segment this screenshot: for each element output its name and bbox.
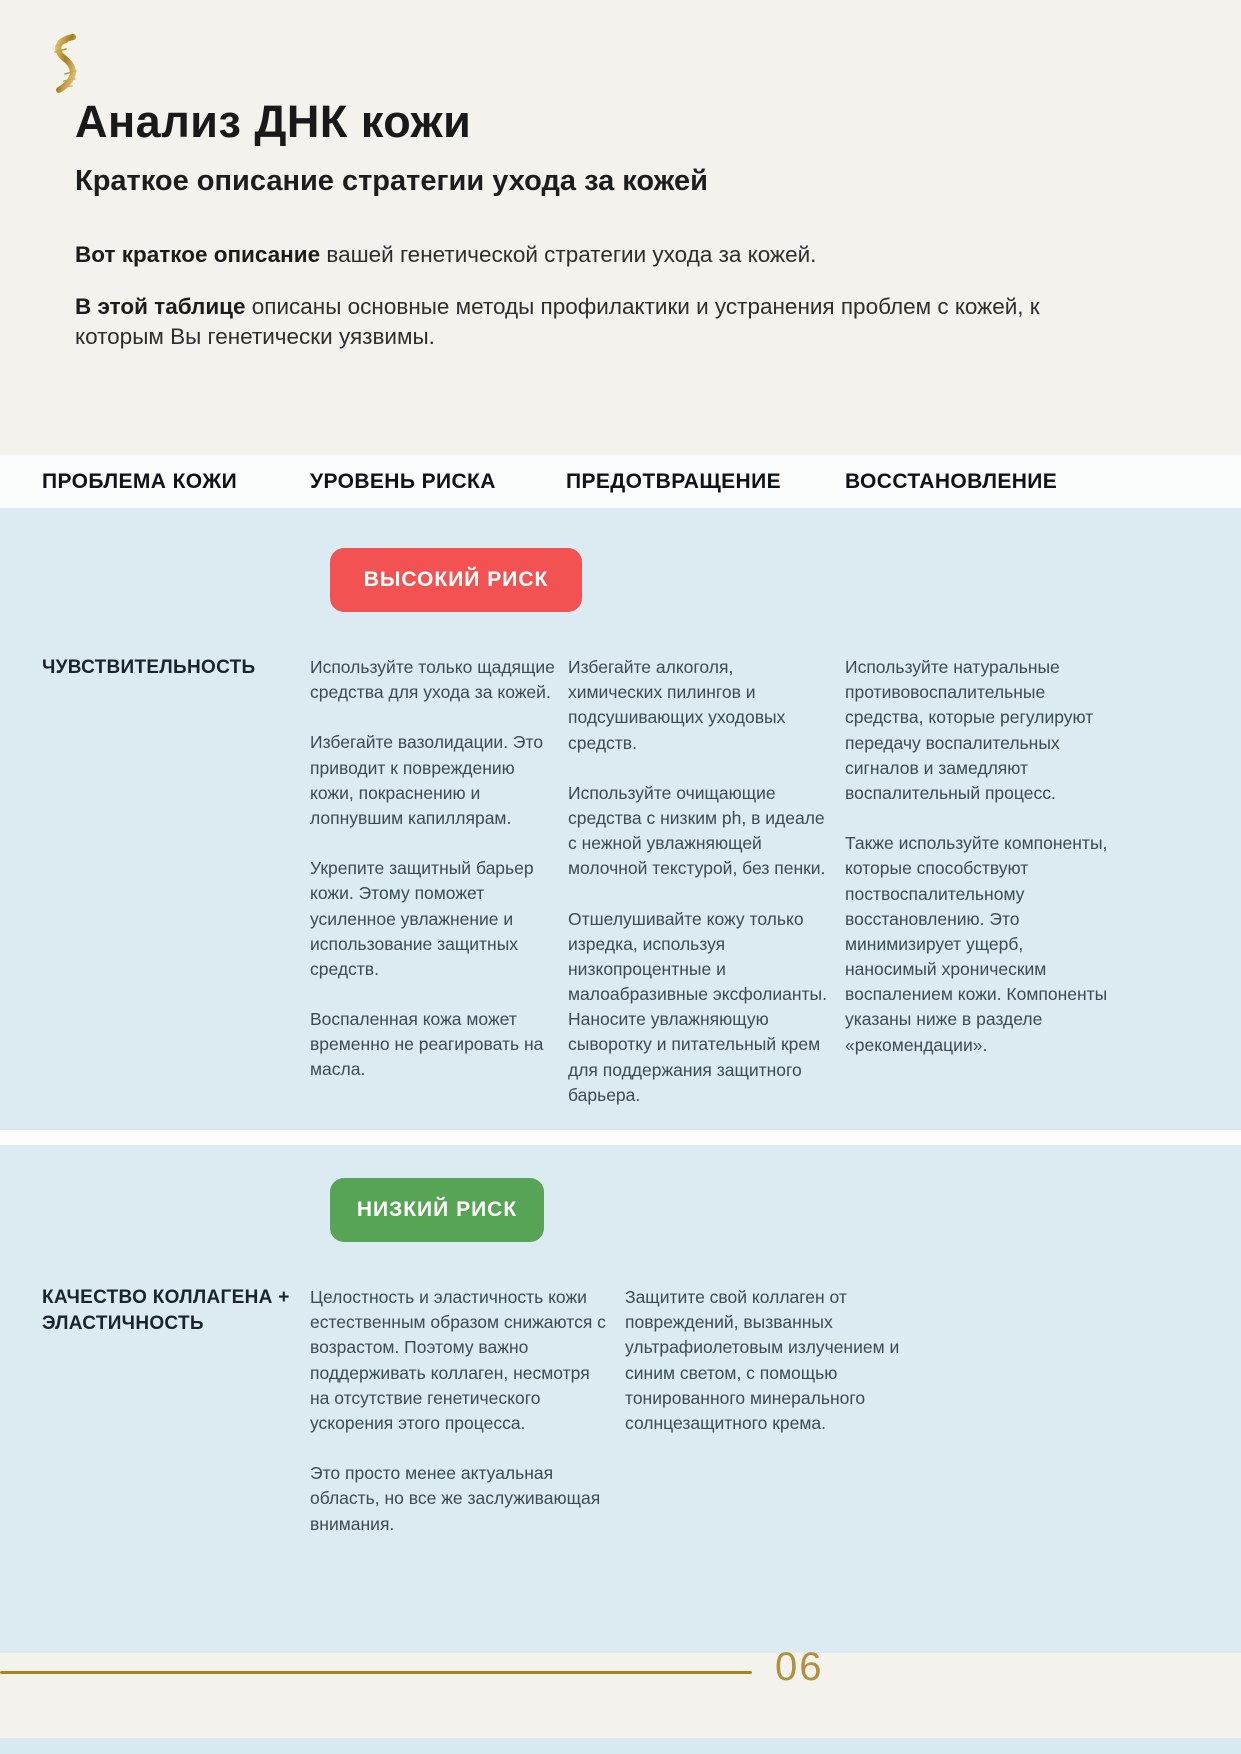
risk-section-low: [0, 1145, 1241, 1653]
bottom-blue-strip: [0, 1738, 1241, 1754]
table-paragraph: Воспаленная кожа может временно не реагировать на масла.: [310, 1009, 544, 1080]
table-paragraph: Отшелушивайте кожу только изредка, используя низкопроцентные и малоабразивные эксфолианты. Наносите увлажняющую сыворотку и питательный крем для поддержания защитного барьера.: [568, 908, 827, 1105]
page-title: Анализ ДНК кожи: [75, 96, 472, 147]
intro-2-lead: В этой таблице: [75, 294, 246, 319]
table-paragraph: Используйте очищающие средства с низким ph, в идеале с нежной увлажняющей молочной текстурой, без пенки.: [568, 782, 826, 879]
table-header-row: [0, 455, 1241, 508]
table-paragraph: Избегайте алкоголя, химических пилингов и подсушивающих уходовых средств.: [568, 657, 786, 753]
table-paragraph: Целостность и эластичность кожи естественным образом снижаются с возрастом. Поэтому важно поддерживать коллаген, несмотря на отсутствие генетического ускорения этого процесса.: [310, 1287, 606, 1433]
high-risk-badge: ВЫСОКИЙ РИСК: [330, 548, 582, 612]
low-risk-badge: НИЗКИЙ РИСК: [330, 1178, 544, 1242]
prevention-text-column: [568, 655, 828, 1108]
table-paragraph: Это просто менее актуальная область, но все же заслуживающая внимания.: [310, 1463, 601, 1534]
column-header-skin-problem: ПРОБЛЕМА КОЖИ: [42, 469, 238, 493]
column-header-risk-level: УРОВЕНЬ РИСКА: [310, 469, 496, 493]
intro-1-lead: Вот краткое описание: [75, 242, 321, 267]
page-number: 06: [775, 1645, 824, 1689]
intro-1-text: вашей генетической стратегии ухода за кожей.: [320, 242, 817, 267]
table-paragraph: Также используйте компоненты, которые способствуют поствоспалительному восстановлению. Это минимизирует ущерб, наносимый хроническим воспалением кожи. Компоненты указаны ниже в разделе «рекомендации».: [845, 833, 1108, 1055]
risk-level-text-column: [310, 655, 560, 1083]
section-divider: [0, 1130, 1241, 1145]
table-paragraph: Используйте только щадящие средства для ухода за кожей.: [310, 657, 555, 703]
dna-helix-logo-icon: [47, 34, 85, 94]
prevention-text-column: [625, 1285, 935, 1436]
page-subtitle: Краткое описание стратегии ухода за кожей: [75, 165, 708, 197]
intro-2-text: описаны основные методы профилактики и устранения проблем с кожей, к которым Вы генетически уязвимы.: [75, 294, 1040, 350]
footer-gold-line: [0, 1671, 752, 1674]
intro-paragraph-2: [75, 292, 1085, 353]
column-header-recovery: ВОССТАНОВЛЕНИЕ: [845, 469, 1058, 493]
recovery-text-column: [845, 655, 1110, 1058]
table-paragraph: Защитите свой коллаген от повреждений, вызванных ультрафиолетовым излучением и синим светом, с помощью тонированного минерального солнцезащитного крема.: [625, 1287, 900, 1433]
risk-section-high: [0, 508, 1241, 1130]
intro-paragraph-1: [75, 240, 1085, 270]
table-paragraph: Избегайте вазолидации. Это приводит к повреждению кожи, покраснению и лопнувшим капиллярам.: [310, 732, 544, 828]
risk-level-text-column: [310, 1285, 610, 1537]
problem-label-collagen: КАЧЕСТВО КОЛЛАГЕНА + ЭЛАСТИЧНОСТЬ: [42, 1287, 290, 1334]
column-header-prevention: ПРЕДОТВРАЩЕНИЕ: [566, 469, 781, 493]
table-paragraph: Укрепите защитный барьер кожи. Этому поможет усиленное увлажнение и использование защитных средств.: [310, 858, 534, 979]
problem-label-sensitivity: ЧУВСТВИТЕЛЬНОСТЬ: [42, 657, 256, 678]
table-paragraph: Используйте натуральные противовоспалительные средства, которые регулируют передачу воспалительных сигналов и замедляют воспалительный процесс.: [845, 657, 1094, 803]
